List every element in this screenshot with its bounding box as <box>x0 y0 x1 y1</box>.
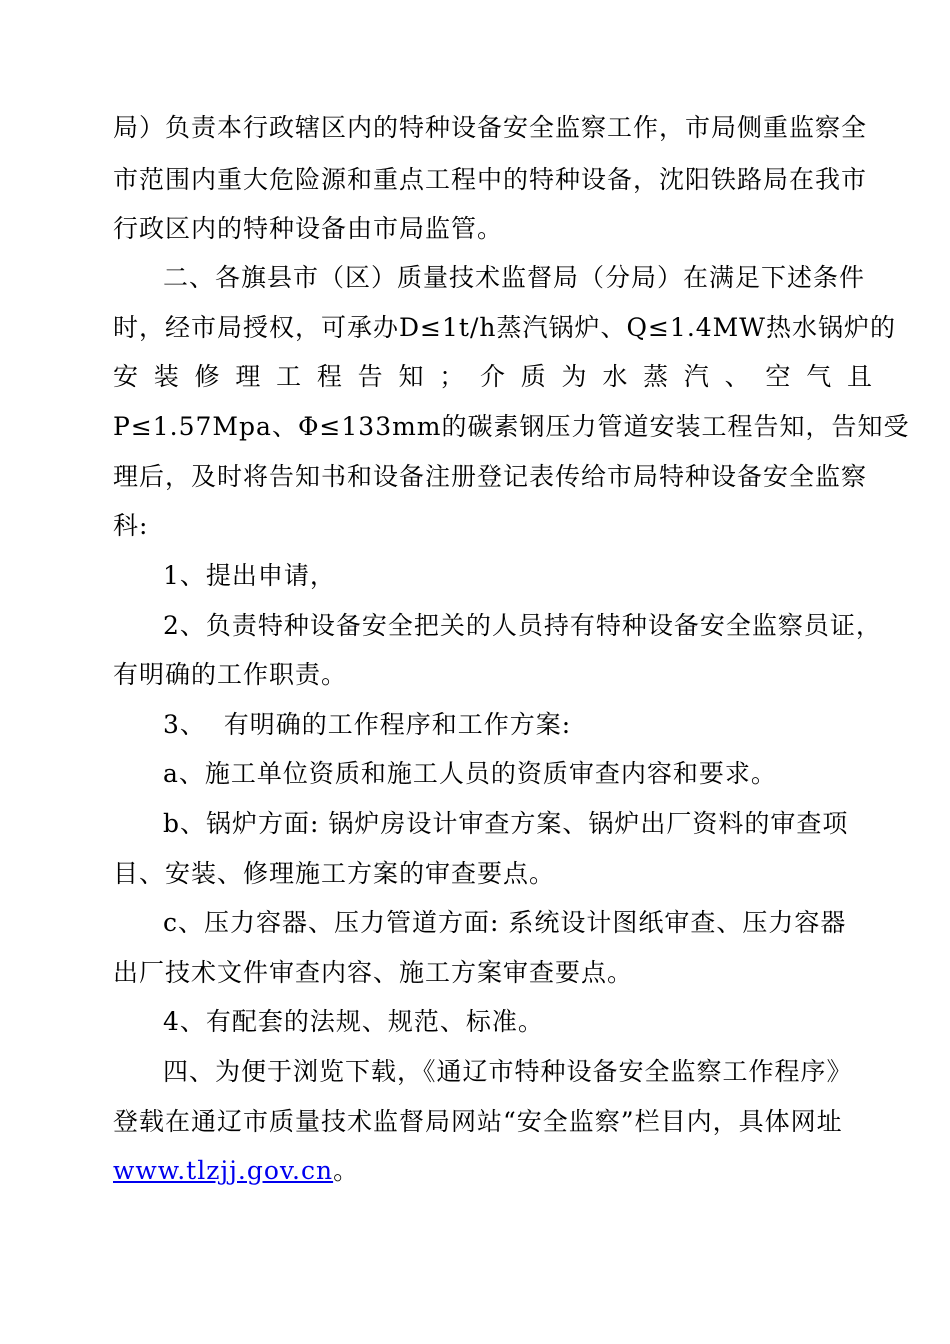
list-item: 2、负责特种设备安全把关的人员持有特种设备安全监察员证， <box>163 611 882 640</box>
list-item: 4、有配套的法规、规范、标准。 <box>163 1007 544 1036</box>
paragraph-line: 出厂技术文件审查内容、施工方案审查要点。 <box>113 958 634 987</box>
paragraph-line: 行政区内的特种设备由市局监管。 <box>113 214 504 243</box>
paragraph-line: 有明确的工作职责。 <box>113 660 348 689</box>
paragraph-line: 四、为便于浏览下载，《通辽市特种设备安全监察工作程序》 <box>163 1057 853 1086</box>
paragraph-line: 科: <box>113 511 149 540</box>
url-suffix: 。 <box>333 1156 360 1185</box>
list-item: b、锅炉方面: 锅炉房设计审查方案、锅炉出厂资料的审查项 <box>163 809 849 838</box>
paragraph-line: P≤1.57Mpa、Φ≤133mm的碳素钢压力管道安装工程告知，告知受 <box>113 412 910 441</box>
paragraph-line: 目、安装、修理施工方案的审查要点。 <box>113 859 556 888</box>
list-item: 3、 有明确的工作程序和工作方案: <box>163 710 572 739</box>
paragraph-line: 局）负责本行政辖区内的特种设备安全监察工作，市局侧重监察全 <box>113 113 868 142</box>
list-item: 1、提出申请， <box>163 561 336 590</box>
paragraph-line: 理后，及时将告知书和设备注册登记表传给市局特种设备安全监察 <box>113 462 868 491</box>
url-line <box>113 1154 873 1188</box>
website-link[interactable]: www.tlzjj.gov.cn <box>113 1156 334 1185</box>
list-item: c、压力容器、压力管道方面: 系统设计图纸审查、压力容器 <box>163 908 847 937</box>
paragraph-line: 时，经市局授权，可承办D≤1t/h蒸汽锅炉、Q≤1.4MW热水锅炉的 <box>113 313 896 342</box>
paragraph-line: 安装修理工程告知；介质为水蒸汽、空气且 <box>113 362 873 391</box>
paragraph-line: 登载在通辽市质量技术监督局网站“安全监察”栏目内，具体网址 <box>113 1107 843 1136</box>
list-item: a、施工单位资质和施工人员的资质审查内容和要求。 <box>163 759 777 788</box>
paragraph-line: 二、各旗县市（区）质量技术监督局（分局）在满足下述条件 <box>163 263 866 292</box>
paragraph-line: 市范围内重大危险源和重点工程中的特种设备，沈阳铁路局在我市 <box>113 165 868 194</box>
